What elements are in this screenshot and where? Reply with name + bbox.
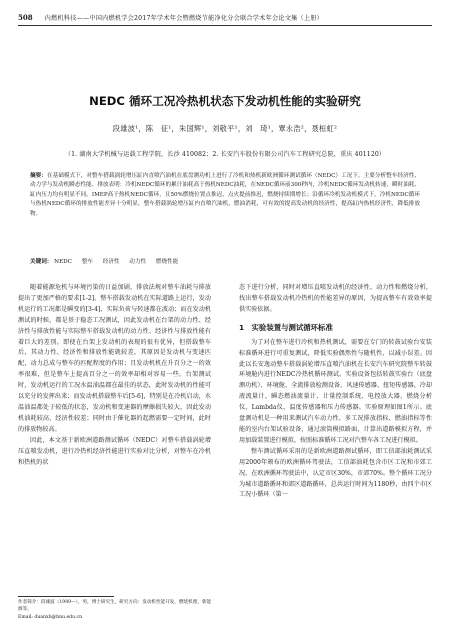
footnote [18, 599, 214, 621]
left-column [18, 283, 211, 468]
keyword: 动力性 [129, 259, 147, 265]
abstract [30, 172, 420, 219]
page-number: 508 [18, 12, 33, 22]
author-list: 段雄波¹，陈 征¹，朱国辉¹，刘敬平¹，刘 琦¹，覃永浩²，聂桓虹² [112, 124, 338, 133]
right-column [239, 283, 432, 501]
abstract-label: 摘要： [30, 173, 47, 179]
keywords [30, 257, 420, 265]
journal-title: 内燃机科技——中国内燃机学会2017年学术年会暨燃烧节能净化分会联合学术年会论文集（上册） [44, 14, 324, 22]
footnote-rule [18, 596, 114, 597]
keyword: 经济性 [102, 259, 120, 265]
keywords-label: 关键词： [30, 259, 53, 265]
keyword: 整车 [81, 259, 93, 265]
body-paragraph: 随着能源危机与环境污染的日益加剧，排放法规对整车油耗与排放提出了更加严格的要求[1-2]。整车搭载发动机在实际道路上运行，发动机运行的工况都是瞬变的[3-4]，实际负荷与转速都在波动；而在发动机测试的时候，都是基于稳态工况测试，因此发动机在台架的动力性、经济性与排放性能与实际整车搭载发动机的动力性、经济性与排放性能有着巨大的差别。即使在台架上发动机的表现的很有优异，但搭载整车后，其动力性、经济性和排放性能就较差，其原因是发动机与变速匹配，动力总成与整车的匹配程度的作用；且发动机机在升百分之一的效率很难，但是整车上提高百分之一的效率却相对容易一些。台架测试时，发动机运行的工况水温油温都在最佳的状态，此时发动机的性能可以充分的发挥出来；而发动机搭载整车后[5-6]，特别是在冷机启动，水温油温都处于较低的状态，发动机和变速器的摩擦损失较大，因此发动机油耗较高，经济性较差；同时由于催化器的起燃需要一定时间，此时的排放物较高。 [18, 284, 211, 433]
section-heading: 1 实验装置与测试循环标准 [239, 322, 333, 332]
body-paragraph: 整车测试循环采用的是新欧洲道路测试循环，即工信部油耗测试采用2000年颁布的欧洲循环驾驶法，工信部油耗包含市区工况和市郊工况。在欧洲循环驾驶法中，认定市区30%，市郊70%。整个循环工况分为城市道路循环和郊区道路循环，总共运行时间为1180秒，由四个市区工况小循环（第一 [239, 447, 432, 499]
page-header [18, 10, 432, 24]
abstract-text: 在基础模式下，对整车搭载涡轮增压缸内直喷汽油机在底盘测功机上进行了冷机和热机新欧洲循环测试循环（NEDC）工况下，主要分析整车经济性、动力学与发动机瞬态性能、排放表明：冷机NEDC循环的累计油耗高于热机NEDC油耗，在NEDC循环前300秒内，冷机NEDC循环发动机转速、瞬时油耗、缸内压力均有明显不同。IMEP高于热机NEDC循环，且50%燃烧位置点推迟，点火提前推迟，燃烧持续期增长；沿循环冷机发动机模式下，冷机NEDC循环与热机NEDC循环的排放性能差异十分明显，整车搭载涡轮增压缸内直喷汽油机，燃油消耗，可有效的提高发动机的经济性，提高缸内热机经济性，降低排放物。 [30, 173, 420, 217]
paper-title: NEDC 循环工况冷热机状态下发动机性能的实验研究 [89, 94, 361, 108]
affiliation: （1. 湖南大学机械与运载工程学院，长沙 410082；2. 长安汽车股份有限公司汽车工程研究总院，重庆 401120） [64, 151, 386, 158]
keyword: NEDC [54, 259, 72, 265]
body-paragraph: 态下进行分析，同时对增压直喷发动机的经济性、动力性和燃烧分析，找出整车搭载发动机冷热机的性能差异的原因，为提高整车有效效率提供实验依据。 [239, 284, 432, 313]
header-rule [18, 25, 432, 26]
keyword: 燃烧性能 [155, 259, 179, 265]
body-paragraph: 因此，本文基于新欧洲道路测试循环（NEDC）对整车搭载涡轮增压直喷发动机，进行冷热机经济性能进行实验对比分析，对整车在冷机和热机的状 [18, 436, 211, 466]
footnote-email: Email: duanxb@hnu.edu.cn [18, 614, 83, 620]
body-paragraph: 为了对在整车进行冷机和热机测试，需要在专门的转鼓试验台安装标准循环进行可重复测试，降低实验偶然性与随机性，以减小误差。因此以长安逸动整车搭载涡轮增压直喷汽油机在长安汽车研究院整车转鼓环境舱内进行NEDC冷热机循环测试。实验设备包括转鼓实验台（底盘测功机）、环境舱、全流排放检测设备、风速传感器、扭矩传感器、冷却液流量计、瞬态燃油流量计、计量控制系统、电控放大器、燃烧分析仪、Lambda仪、温度传感器和压力传感器。实验原理如图1所示。底盘测功机是一种用来测试汽车动力性、多工况排放指标、燃油指标等性能的室内台架试验设备，通过滚筒模拟路面，计算出道路模拟方程，并用加载装置进行模拟，按照标准循环工况对汽整车各工况进行模拟。 [239, 338, 432, 444]
footnote-author-bio: 作者简介：段雄波（1989—），男，博士研究生，研究方向：发动机性能开发，燃烧机理，新能源等。 [18, 600, 212, 613]
